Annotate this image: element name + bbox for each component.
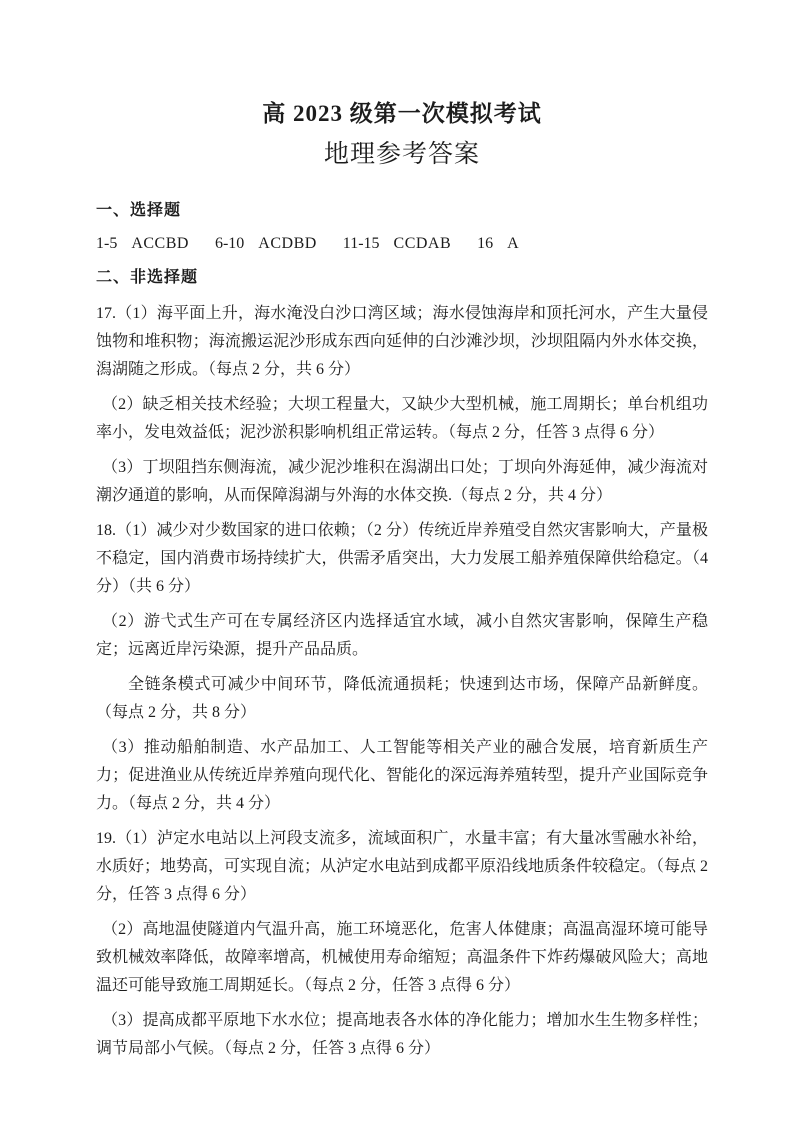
answer-group <box>343 231 451 257</box>
answer-letters: ACCBD <box>131 235 189 252</box>
answer-group <box>215 231 317 257</box>
answer-letters: CCDAB <box>393 235 452 252</box>
answer-range: 6-10 <box>214 235 245 252</box>
answer-paragraph: 18.（1）减少对少数国家的进口依赖；（2 分）传统近岸养殖受自然灾害影响大，产量极不稳定，国内消费市场持续扩大，供需矛盾突出，大力发展工船养殖保障供给稳定。（4 分）（共 6 分） <box>96 522 708 595</box>
section-heading-multiple-choice: 一、选择题 <box>96 202 182 219</box>
answer-paragraph: 17.（1）海平面上升，海水淹没白沙口湾区域；海水侵蚀海岸和顶托河水，产生大量侵蚀物和堆积物；海流搬运泥沙形成东西向延伸的白沙滩沙坝，沙坝阻隔内外水体交换，潟湖随之形成。（每点 2 分，共 6 分） <box>96 305 708 378</box>
answer-letters: A <box>507 235 520 252</box>
answer-range: 1-5 <box>96 235 118 252</box>
answer-group <box>96 231 189 257</box>
choice-answers-row <box>96 231 708 257</box>
answer-paragraph: （3）推动船舶制造、水产品加工、人工智能等相关产业的融合发展，培育新质生产力；促进渔业从传统近岸养殖向现代化、智能化的深远海养殖转型，提升产业国际竞争力。（每点 2 分，共 4 分） <box>96 739 708 812</box>
answer-paragraph: （3）丁坝阻挡东侧海流，减少泥沙堆积在潟湖出口处；丁坝向外海延伸，减少海流对潮汐通道的影响，从而保障潟湖与外海的水体交换.（每点 2 分，共 4 分） <box>96 459 708 504</box>
answer-paragraph: （2）缺乏相关技术经验；大坝工程量大，又缺少大型机械，施工周期长；单台机组功率小，发电效益低；泥沙淤积影响机组正常运转。（每点 2 分，任答 3 点得 6 分） <box>96 396 708 441</box>
answer-paragraph: （3）提高成都平原地下水水位；提高地表各水体的净化能力；增加水生生物多样性；调节局部小气候。（每点 2 分，任答 3 点得 6 分） <box>96 1012 708 1057</box>
answer-paragraph: （2）高地温使隧道内气温升高，施工环境恶化，危害人体健康；高温高湿环境可能导致机械效率降低，故障率增高，机械使用寿命缩短；高温条件下炸药爆破风险大；高地温还可能导致施工周期延长。（每点 2 分，任答 3 点得 6 分） <box>96 921 708 994</box>
answer-paragraphs <box>96 300 708 1063</box>
exam-title: 高 2023 级第一次模拟考试 <box>262 101 542 126</box>
answer-paragraph: 19.（1）泸定水电站以上河段支流多，流域面积广，水量丰富；有大量冰雪融水补给，水质好；地势高，可实现自流；从泸定水电站到成都平原沿线地质条件较稳定。（每点 2 分，任答 3 点得 6 分） <box>96 830 709 903</box>
answer-group <box>477 231 519 257</box>
exam-subtitle: 地理参考答案 <box>323 140 480 168</box>
answer-paragraph: 全链条模式可减少中间环节，降低流通损耗；快速到达市场，保障产品新鲜度。（每点 2 分，共 8 分） <box>96 676 708 721</box>
answer-letters: ACDBD <box>258 235 317 252</box>
answer-paragraph: （2）游弋式生产可在专属经济区内选择适宜水域，减小自然灾害影响，保障生产稳定；远离近岸污染源，提升产品品质。 <box>96 613 708 658</box>
answer-range: 11-15 <box>342 235 380 252</box>
answer-range: 16 <box>477 235 494 252</box>
section-heading-non-choice: 二、非选择题 <box>96 269 199 286</box>
